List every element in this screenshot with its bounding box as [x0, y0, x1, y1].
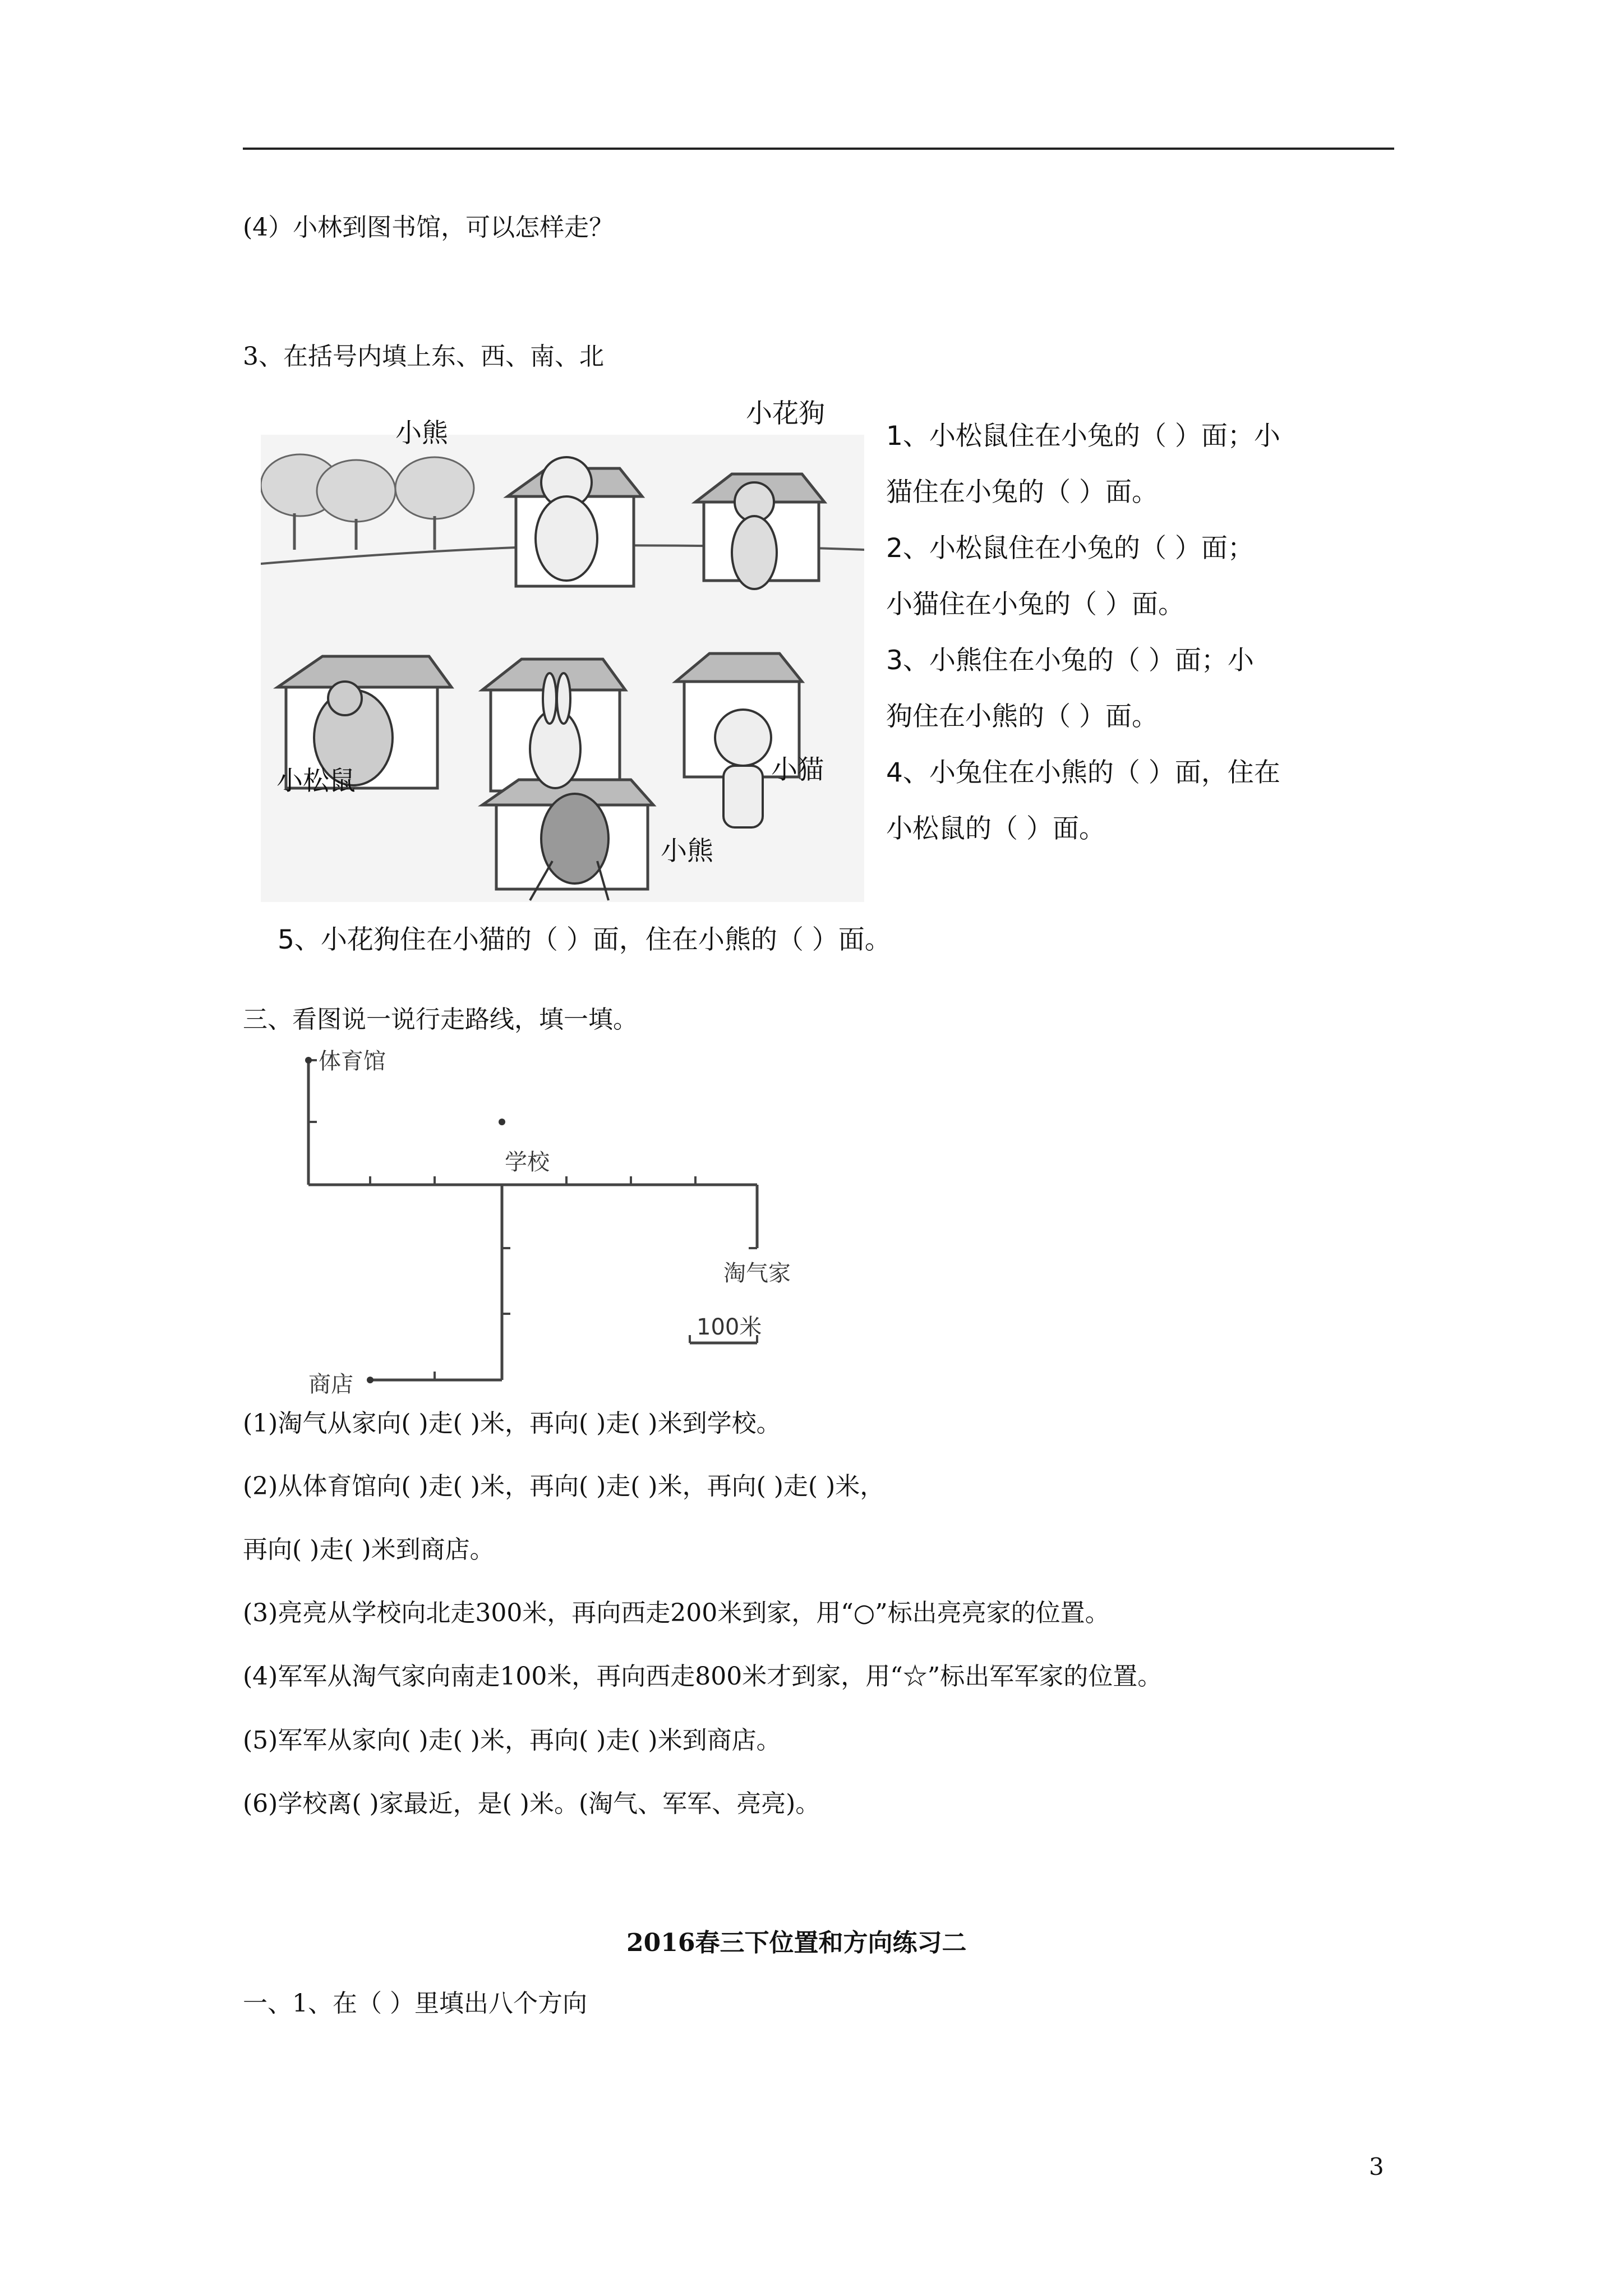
label-dog: 小花狗	[746, 398, 825, 429]
label-cat: 小猫	[771, 754, 824, 785]
q3-item-4a: 4、小兔住在小熊的（ ）面，住在	[886, 757, 1280, 788]
exercise-2-question-1: 一、1、在（ ）里填出八个方向	[243, 1989, 587, 2018]
q3-item-2b: 小猫住在小兔的（ ）面。	[886, 589, 1184, 620]
q3-item-3a: 3、小熊住在小兔的（ ）面；小	[886, 645, 1254, 676]
q3-item-2a: 2、小松鼠住在小兔的（ ）面；	[886, 533, 1254, 564]
section-3-heading: 三、看图说一说行走路线，填一填。	[243, 1005, 638, 1034]
route-question-2b: 再向( )走( )米到商店。	[243, 1535, 495, 1564]
route-question-5: (5)军军从家向( )走( )米，再向( )走( )米到商店。	[243, 1726, 781, 1755]
label-bear-top: 小熊	[395, 418, 448, 449]
route-question-2a: (2)从体育馆向( )走( )米，再向( )走( )米，再向( )走( )米，	[243, 1472, 885, 1501]
exercise-2-title: 2016春三下位置和方向练习二	[626, 1929, 967, 1957]
q3-item-1b: 猫住在小兔的（ ）面。	[886, 477, 1158, 508]
q3-item-4b: 小松鼠的（ ）面。	[886, 813, 1105, 844]
route-question-6: (6)学校离( )家最近，是( )米。(淘气、军军、亮亮)。	[243, 1789, 820, 1818]
question-3-heading: 3、在括号内填上东、西、南、北	[243, 342, 604, 371]
route-map	[297, 1043, 824, 1402]
question-2-4: (4）小林到图书馆，可以怎样走？	[243, 213, 614, 242]
animal-houses-illustration	[261, 398, 864, 902]
animal-houses-drawing	[261, 435, 864, 902]
map-label-gym: 体育馆	[319, 1048, 386, 1074]
label-squirrel: 小松鼠	[276, 766, 356, 797]
bear-icon	[536, 457, 597, 581]
q3-item-3b: 狗住在小熊的（ ）面。	[886, 701, 1158, 732]
bush-icon	[261, 454, 474, 522]
route-question-4: (4)军军从淘气家向南走100米，再向西走800米才到家，用“☆”标出军军家的位置。	[243, 1662, 1163, 1691]
route-map-lines	[297, 1043, 824, 1402]
map-label-shop: 商店	[308, 1372, 353, 1397]
q3-item-5: 5、小花狗住在小猫的（ ）面，住在小熊的（ ）面。	[278, 924, 891, 955]
route-question-1: (1)淘气从家向( )走( )米，再向( )走( )米到学校。	[243, 1409, 781, 1438]
dog-icon	[732, 482, 777, 589]
map-label-home: 淘气家	[723, 1260, 791, 1286]
q3-item-1a: 1、小松鼠住在小兔的（ ）面；小	[886, 421, 1280, 452]
map-label-scale: 100米	[697, 1314, 762, 1340]
label-bear-bottom: 小熊	[661, 836, 713, 867]
header-rule	[243, 148, 1394, 150]
page-number: 3	[1369, 2153, 1384, 2180]
map-label-school: 学校	[505, 1149, 550, 1175]
route-question-3: (3)亮亮从学校向北走300米，再向西走200米到家，用“○”标出亮亮家的位置。	[243, 1599, 1110, 1627]
